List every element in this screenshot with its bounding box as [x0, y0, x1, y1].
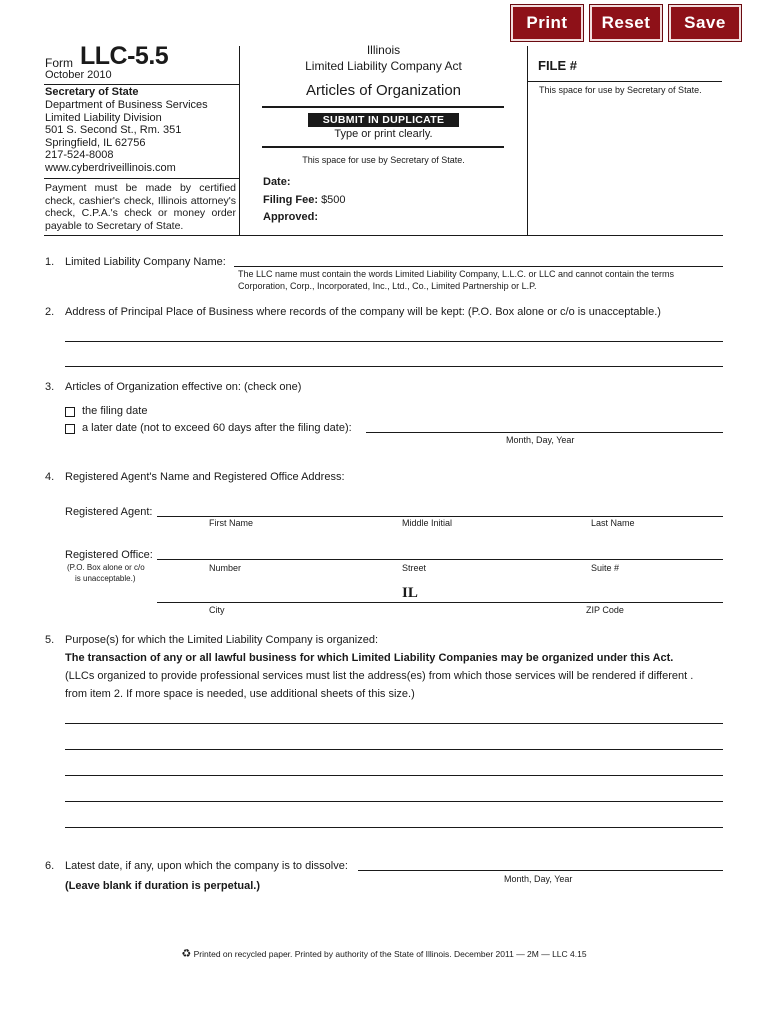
filing-fee: [263, 194, 346, 206]
item-6-note: (Leave blank if duration is perpetual.): [65, 880, 260, 892]
header-bottom-rule: [44, 235, 723, 236]
agent-middle-initial-caption: Middle Initial: [402, 518, 453, 528]
submit-in-duplicate-banner: SUBMIT IN DUPLICATE: [308, 113, 459, 127]
registered-agent-field[interactable]: [157, 516, 723, 517]
sos-space-center: This space for use by Secretary of State.: [302, 155, 465, 165]
print-button[interactable]: Print: [511, 5, 583, 41]
office-state-value: IL: [402, 585, 418, 601]
type-print-instruction: Type or print clearly.: [334, 128, 433, 140]
dissolution-date-caption: Month, Day, Year: [504, 874, 573, 884]
footer-text: Printed on recycled paper. Printed by authority of the State of Illinois. December 2011 — 2M — LLC 4.15: [193, 949, 587, 959]
recycle-icon: ♻: [181, 948, 192, 960]
item-5-note-line-2: from item 2. If more space is needed, use additional sheets of this size.): [65, 688, 415, 700]
office-zip-caption: ZIP Code: [586, 605, 624, 615]
form-word: Form: [45, 56, 73, 70]
document-title: Articles of Organization: [305, 82, 462, 99]
purpose-line-2[interactable]: [65, 749, 723, 750]
registered-office-city-field[interactable]: [157, 602, 723, 603]
later-date-field[interactable]: [366, 432, 723, 433]
item-4-label: Registered Agent's Name and Registered Office Address:: [65, 471, 345, 483]
payment-note: Payment must be made by certified check, cashier's check, Illinois attorney's check, C.P.A.'s check or money order payable to Secretary of State.: [45, 182, 236, 232]
item-4-number: 4.: [45, 471, 55, 483]
item-3-label: Articles of Organization effective on: (check one): [65, 381, 302, 393]
purpose-line-3[interactable]: [65, 775, 723, 776]
agency-line: 217-524-8008: [45, 149, 114, 162]
llc-name-field[interactable]: [234, 266, 723, 267]
registered-office-label: Registered Office:: [65, 549, 153, 561]
item-1-number: 1.: [45, 256, 55, 268]
item-3-number: 3.: [45, 381, 55, 393]
item-1-note: The LLC name must contain the words Limited Liability Company, L.L.C. or LLC and cannot contain the terms Corporation, Corp., Incorporated, Inc., Ltd., Co., Limited Partnership or L.P.: [238, 269, 675, 291]
title-rule: [262, 106, 504, 108]
agency-title: Secretary of State: [45, 86, 139, 98]
office-note-line-2: is unacceptable.): [75, 574, 136, 583]
agency-address: [45, 99, 208, 175]
dissolution-date-field[interactable]: [358, 870, 723, 871]
item-1-label: Limited Liability Company Name:: [65, 256, 226, 268]
office-number-caption: Number: [209, 563, 242, 573]
filing-date-checkbox[interactable]: [65, 407, 75, 417]
item-2-number: 2.: [45, 306, 55, 318]
agency-line: Department of Business Services: [45, 99, 208, 111]
footer: [0, 947, 768, 960]
agent-last-name-caption: Last Name: [591, 518, 635, 528]
form-number: LLC-5.5: [80, 42, 169, 70]
agent-first-name-caption: First Name: [209, 518, 254, 528]
item-5-purpose-statement: The transaction of any or all lawful business for which Limited Liability Companies may be organized under this Act.: [65, 652, 674, 664]
date-label: Date:: [263, 176, 291, 188]
header-rule-left-2: [44, 178, 239, 179]
filing-fee-label: Filing Fee:: [263, 194, 318, 206]
header-rule-right: [527, 81, 722, 82]
header-divider-left: [239, 46, 240, 235]
agency-line: www.cyberdriveillinois.com: [45, 161, 176, 174]
principal-address-line-2[interactable]: [65, 366, 723, 367]
item-2-label: Address of Principal Place of Business where records of the company will be kept: (P.O. Box alone or c/o is unacceptable.): [65, 306, 661, 318]
later-date-option-label: a later date (not to exceed 60 days after the filing date):: [82, 422, 352, 434]
instruction-rule: [262, 146, 504, 148]
item-6-label: Latest date, if any, upon which the company is to dissolve:: [65, 860, 348, 872]
header-rule-left: [44, 84, 239, 85]
later-date-caption: Month, Day, Year: [506, 435, 575, 445]
header-divider-right: [527, 46, 528, 235]
filing-date-option-label: the filing date: [82, 405, 148, 417]
reset-button[interactable]: Reset: [590, 5, 662, 41]
purpose-line-1[interactable]: [65, 723, 723, 724]
registered-agent-label: Registered Agent:: [65, 506, 153, 518]
agency-line: Limited Liability Division: [45, 111, 162, 124]
item-6-number: 6.: [45, 860, 55, 872]
principal-address-line-1[interactable]: [65, 341, 723, 342]
office-note-line-1: (P.O. Box alone or c/o: [67, 563, 145, 572]
agency-line: Springfield, IL 62756: [45, 136, 146, 149]
office-street-caption: Street: [402, 563, 427, 573]
purpose-line-4[interactable]: [65, 801, 723, 802]
sos-space-right: This space for use by Secretary of State.: [539, 85, 702, 95]
file-number-label: FILE #: [538, 58, 578, 73]
item-5-note-line-1: (LLCs organized to provide professional services must list the address(es) from which those services will be rendered if different .: [65, 670, 694, 682]
filing-fee-value: $500: [321, 194, 346, 206]
approved-label: Approved:: [263, 211, 318, 223]
save-button[interactable]: Save: [669, 5, 741, 41]
registered-office-street-field[interactable]: [157, 559, 723, 560]
agency-line: 501 S. Second St., Rm. 351: [45, 124, 182, 137]
purpose-line-5[interactable]: [65, 827, 723, 828]
later-date-checkbox[interactable]: [65, 424, 75, 434]
act-name: Limited Liability Company Act: [305, 59, 462, 73]
office-city-caption: City: [209, 605, 225, 615]
item-5-label: Purpose(s) for which the Limited Liability Company is organized:: [65, 634, 379, 646]
office-suite-caption: Suite #: [591, 563, 620, 573]
form-date: October 2010: [45, 69, 112, 81]
state-name: Illinois: [366, 43, 401, 57]
item-5-number: 5.: [45, 634, 55, 646]
